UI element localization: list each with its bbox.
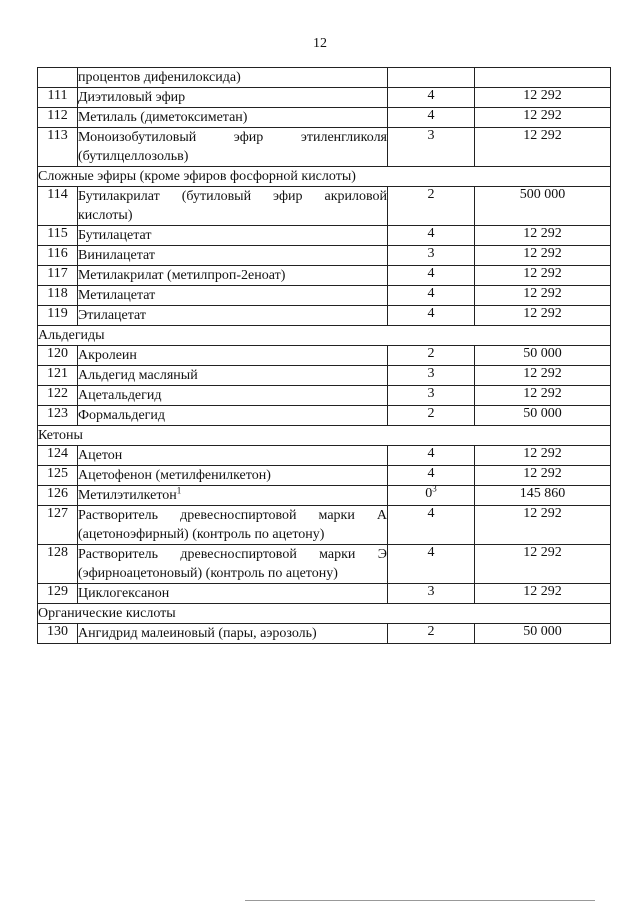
hazard-class-value: 3 <box>427 128 435 143</box>
substance-name-text: Растворитель древесноспиртовой марки А (ацетоноэфирный) (контроль по ацетону) <box>78 508 387 542</box>
hazard-class-value: 4 <box>427 286 435 301</box>
rate-value: 12 292 <box>475 266 611 286</box>
row-number: 112 <box>38 108 78 128</box>
hazard-class <box>388 624 475 644</box>
hazard-class-value: 2 <box>427 406 435 421</box>
row-number: 123 <box>38 406 78 426</box>
rate-value: 12 292 <box>475 128 611 167</box>
substances-table <box>37 67 611 644</box>
substance-name-text: Акролеин <box>78 348 137 363</box>
row-number: 114 <box>38 187 78 226</box>
hazard-class-value: 4 <box>427 266 435 281</box>
table-row <box>38 406 611 426</box>
substance-name <box>78 466 388 486</box>
substance-name-text: Винилацетат <box>78 248 155 263</box>
substance-name <box>78 406 388 426</box>
substance-name <box>78 187 388 226</box>
rate-value: 12 292 <box>475 386 611 406</box>
section-title: Кетоны <box>38 426 611 446</box>
rate-value: 12 292 <box>475 545 611 584</box>
substance-name <box>78 128 388 167</box>
row-number: 127 <box>38 506 78 545</box>
row-number: 117 <box>38 266 78 286</box>
hazard-class-value: 3 <box>427 366 435 381</box>
row-number: 121 <box>38 366 78 386</box>
substance-name-text: Ацетофенон (метилфенилкетон) <box>78 468 271 483</box>
hazard-class-value: 2 <box>427 187 435 202</box>
rate-value: 50 000 <box>475 406 611 426</box>
rate-value: 50 000 <box>475 346 611 366</box>
table-row <box>38 366 611 386</box>
table-row <box>38 624 611 644</box>
hazard-class <box>388 366 475 386</box>
section-title: Сложные эфиры (кроме эфиров фосфорной кислоты) <box>38 167 611 187</box>
hazard-class-value: 3 <box>427 584 435 599</box>
hazard-class <box>388 386 475 406</box>
substance-name-text: Метилакрилат (метилпроп-2еноат) <box>78 268 286 283</box>
substance-name-text: Ацетон <box>78 448 123 463</box>
substance-name <box>78 306 388 326</box>
table-row <box>38 306 611 326</box>
hazard-class <box>388 68 475 88</box>
substance-name <box>78 545 388 584</box>
row-number: 115 <box>38 226 78 246</box>
row-number: 128 <box>38 545 78 584</box>
substance-name <box>78 266 388 286</box>
rate-value: 12 292 <box>475 446 611 466</box>
hazard-class <box>388 506 475 545</box>
hazard-class <box>388 108 475 128</box>
row-number: 122 <box>38 386 78 406</box>
rate-value: 145 860 <box>475 486 611 506</box>
substance-name-text: Растворитель древесноспиртовой марки Э (эфирноацетоновый) (контроль по ацетону) <box>78 547 387 581</box>
substance-name <box>78 88 388 108</box>
table-row <box>38 346 611 366</box>
hazard-class <box>388 483 475 506</box>
hazard-class <box>388 226 475 246</box>
hazard-class-value: 4 <box>427 306 435 321</box>
substance-name-text: Диэтиловый эфир <box>78 90 186 105</box>
table-row <box>38 486 611 506</box>
table-row <box>38 446 611 466</box>
footnote-marker: 3 <box>432 483 437 494</box>
row-number: 125 <box>38 466 78 486</box>
hazard-class-value: 3 <box>427 246 435 261</box>
substance-name <box>78 366 388 386</box>
substance-name-text: Формальдегид <box>78 408 166 423</box>
rate-value: 12 292 <box>475 226 611 246</box>
row-number: 111 <box>38 88 78 108</box>
hazard-class <box>388 246 475 266</box>
table-row <box>38 506 611 545</box>
row-number: 124 <box>38 446 78 466</box>
rate-value: 12 292 <box>475 88 611 108</box>
table-row <box>38 128 611 167</box>
substance-name <box>78 446 388 466</box>
rate-value <box>475 68 611 88</box>
row-number: 113 <box>38 128 78 167</box>
substance-name-text: Бутилацетат <box>78 228 152 243</box>
substance-name <box>78 506 388 545</box>
rate-value: 12 292 <box>475 246 611 266</box>
footer-divider <box>245 900 595 901</box>
substance-name-text: Циклогексанон <box>78 586 170 601</box>
section-header-row <box>38 604 611 624</box>
substance-name <box>78 226 388 246</box>
hazard-class <box>388 187 475 226</box>
substance-name-text: Метилэтилкетон <box>78 488 177 503</box>
hazard-class <box>388 266 475 286</box>
row-number: 126 <box>38 486 78 506</box>
row-number: 116 <box>38 246 78 266</box>
substance-name <box>78 346 388 366</box>
rate-value: 12 292 <box>475 366 611 386</box>
row-number: 120 <box>38 346 78 366</box>
row-number <box>38 68 78 88</box>
substance-name-text: Моноизобутиловый эфир этиленгликоля (бутилцеллозольв) <box>78 130 387 164</box>
table-row <box>38 226 611 246</box>
rate-value: 12 292 <box>475 506 611 545</box>
row-number: 118 <box>38 286 78 306</box>
substance-name-text: Метилаль (диметоксиметан) <box>78 110 248 125</box>
rate-value: 12 292 <box>475 466 611 486</box>
table-row <box>38 286 611 306</box>
section-title: Органические кислоты <box>38 604 611 624</box>
substance-name-text: Ангидрид малеиновый (пары, аэрозоль) <box>78 626 317 641</box>
section-header-row <box>38 426 611 446</box>
substance-name <box>78 108 388 128</box>
rate-value: 12 292 <box>475 286 611 306</box>
substance-name-text: Этилацетат <box>78 308 147 323</box>
hazard-class <box>388 306 475 326</box>
row-number: 130 <box>38 624 78 644</box>
section-title: Альдегиды <box>38 326 611 346</box>
table-row <box>38 246 611 266</box>
hazard-class-value: 4 <box>427 466 435 481</box>
rate-value: 12 292 <box>475 108 611 128</box>
continuation-row <box>38 68 611 88</box>
hazard-class-value: 2 <box>427 624 435 639</box>
hazard-class <box>388 286 475 306</box>
row-number: 129 <box>38 584 78 604</box>
table-row <box>38 584 611 604</box>
rate-value: 50 000 <box>475 624 611 644</box>
table-body <box>38 68 611 644</box>
hazard-class <box>388 584 475 604</box>
hazard-class <box>388 406 475 426</box>
row-number: 119 <box>38 306 78 326</box>
hazard-class-value: 0 <box>425 486 433 501</box>
hazard-class <box>388 88 475 108</box>
rate-value: 12 292 <box>475 584 611 604</box>
substance-name-text: Ацетальдегид <box>78 388 162 403</box>
hazard-class-value: 4 <box>427 446 435 461</box>
substance-name <box>78 584 388 604</box>
table-row <box>38 466 611 486</box>
substance-name <box>78 246 388 266</box>
section-header-row <box>38 167 611 187</box>
hazard-class-value: 2 <box>427 346 435 361</box>
table-row <box>38 88 611 108</box>
hazard-class-value: 4 <box>427 506 435 521</box>
substance-name <box>78 68 388 88</box>
rate-value: 500 000 <box>475 187 611 226</box>
table-row <box>38 266 611 286</box>
table-row <box>38 386 611 406</box>
substance-name <box>78 286 388 306</box>
substance-name-text: процентов дифенилоксида) <box>78 70 241 85</box>
hazard-class-value: 4 <box>427 545 435 560</box>
hazard-class-value: 4 <box>427 108 435 123</box>
substance-name-text: Альдегид масляный <box>78 368 198 383</box>
table-row <box>38 187 611 226</box>
substance-name <box>78 386 388 406</box>
hazard-class-value: 4 <box>427 88 435 103</box>
table-row <box>38 108 611 128</box>
hazard-class <box>388 128 475 167</box>
substance-name <box>78 624 388 644</box>
footnote-marker: 1 <box>176 485 182 496</box>
hazard-class-value: 3 <box>427 386 435 401</box>
section-header-row <box>38 326 611 346</box>
substance-name-text: Метилацетат <box>78 288 156 303</box>
hazard-class-value: 4 <box>427 226 435 241</box>
hazard-class <box>388 346 475 366</box>
rate-value: 12 292 <box>475 306 611 326</box>
substance-name <box>78 486 388 506</box>
substance-name-text: Бутилакрилат (бутиловый эфир акриловой кислоты) <box>78 189 387 223</box>
hazard-class <box>388 545 475 584</box>
hazard-class <box>388 446 475 466</box>
page-number: 12 <box>313 36 327 51</box>
table-row <box>38 545 611 584</box>
hazard-class <box>388 466 475 486</box>
